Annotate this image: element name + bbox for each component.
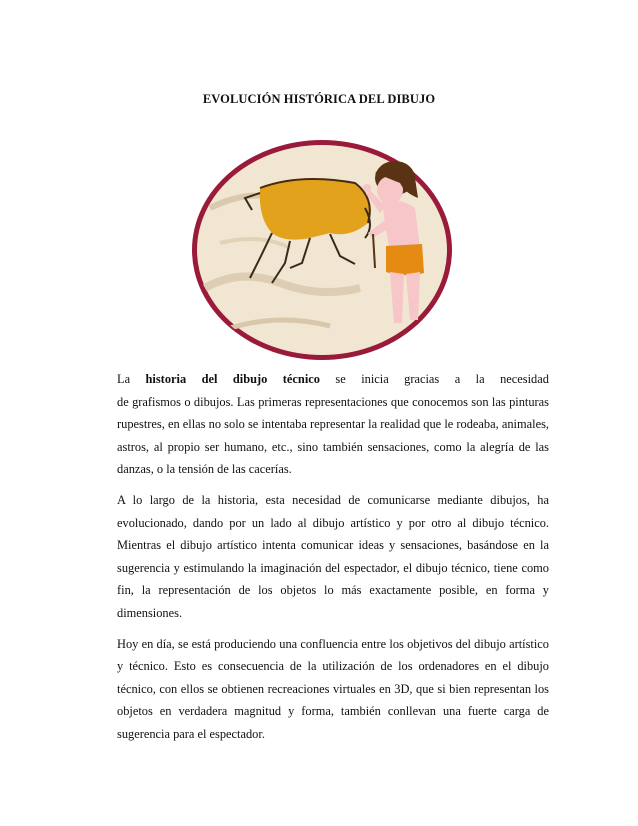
lead-word: a xyxy=(454,372,461,386)
paragraph-1-lead-line xyxy=(117,368,549,391)
paragraph-1 xyxy=(117,368,549,481)
lead-word: inicia xyxy=(361,372,389,386)
lead-word: se xyxy=(335,372,346,386)
body-text xyxy=(117,368,549,754)
lead-word-bold: técnico xyxy=(282,372,320,386)
lead-word-bold: historia xyxy=(145,372,187,386)
lead-word: gracias xyxy=(404,372,440,386)
paragraph-1-rest: de grafismos o dibujos. Las primeras representaciones que conocemos son las pinturas rupestres, en ellas no solo se intentaba representar la realidad que le rodeaba, animales, astros, al propio ser humano, etc., sino también sensaciones, como la alegría de las danzas, o la tensión de las cacerías. xyxy=(117,394,549,477)
lead-word: la xyxy=(475,372,485,386)
lead-word: La xyxy=(117,372,131,386)
paragraph-2: A lo largo de la historia, esta necesidad de comunicarse mediante dibujos, ha evolucionado, dando por un lado al dibujo artístico y por otro al dibujo técnico. Mientras el dibujo artístico intenta comunicar ideas y sensaciones, basándose en la sugerencia y estimulando la imaginación del espectador, el dibujo técnico, tiene como fin, la representación de los objetos lo más exactamente posible, en forma y dimensiones. xyxy=(117,492,549,620)
lead-word-bold: dibujo xyxy=(232,372,268,386)
paragraph-3: Hoy en día, se está produciendo una confluencia entre los objetivos del dibujo artístico y técnico. Esto es consecuencia de la utilización de los ordenadores en el dibujo técnico, con ellos se obtienen recreaciones virtuales en 3D, que si bien representan los objetos en verdadera magnitud y forma, también conllevan una fuerte carga de sugerencia para el espectador. xyxy=(117,636,549,741)
page-title: EVOLUCIÓN HISTÓRICA DEL DIBUJO xyxy=(202,92,436,106)
lead-word: necesidad xyxy=(500,372,549,386)
cave-painting-illustration xyxy=(190,138,455,363)
lead-word-bold: del xyxy=(201,372,218,386)
